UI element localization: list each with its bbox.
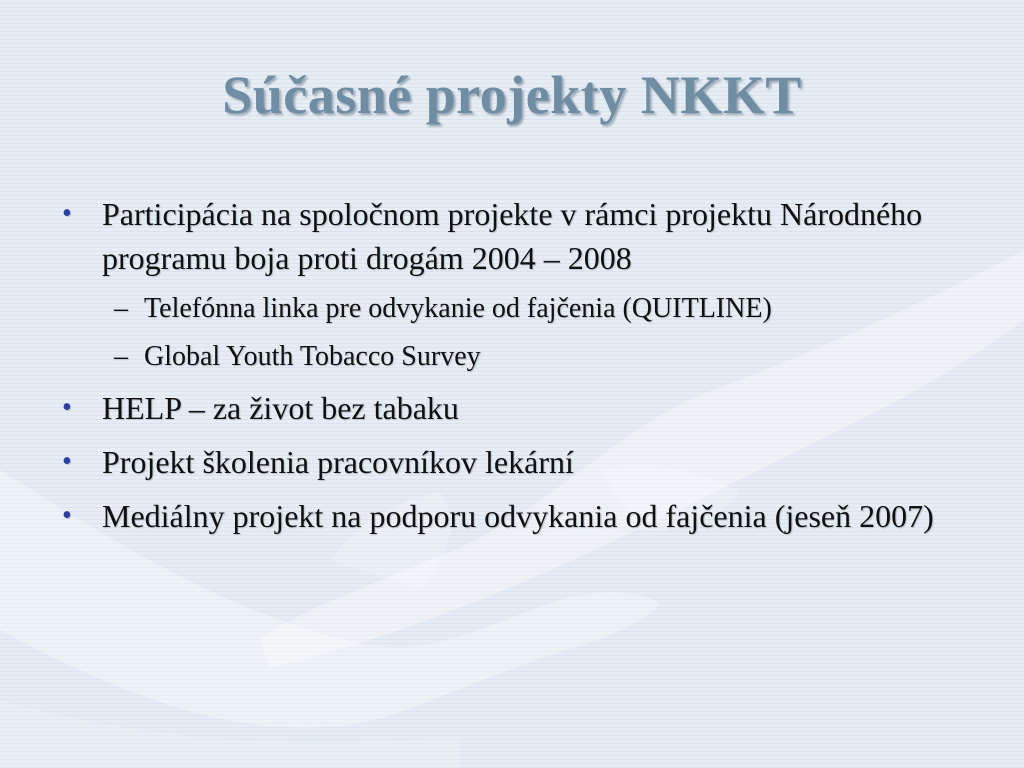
bullet-text: HELP – za život bez tabaku bbox=[102, 390, 459, 426]
sub-bullet-text: Telefónna linka pre odvykanie od fajčenia (QUITLINE) bbox=[144, 293, 772, 324]
bullet-item bbox=[62, 440, 962, 484]
sub-bullet-text: Global Youth Tobacco Survey bbox=[144, 341, 481, 372]
bullet-item bbox=[62, 192, 962, 280]
bullet-marker-icon: • bbox=[62, 500, 72, 531]
bullet-marker-icon: • bbox=[62, 392, 72, 423]
dash-marker-icon: – bbox=[114, 341, 128, 372]
sub-bullet-item bbox=[62, 290, 962, 328]
bullet-text: Mediálny projekt na podporu odvykania od fajčenia (jeseň 2007) bbox=[102, 498, 934, 534]
sub-bullet-item bbox=[62, 338, 962, 376]
bullet-marker-icon: • bbox=[62, 198, 72, 229]
bullet-text: Projekt školenia pracovníkov lekární bbox=[102, 444, 574, 480]
bullet-list bbox=[62, 192, 962, 548]
dash-marker-icon: – bbox=[114, 293, 128, 324]
bullet-marker-icon: • bbox=[62, 446, 72, 477]
slide-title: Súčasné projekty NKKT bbox=[222, 65, 802, 125]
bullet-item bbox=[62, 386, 962, 430]
bullet-item bbox=[62, 494, 962, 538]
bullet-text: Participácia na spoločnom projekte v rámci projektu Národného programu boja proti drogám 2004 – 2008 bbox=[102, 196, 923, 276]
